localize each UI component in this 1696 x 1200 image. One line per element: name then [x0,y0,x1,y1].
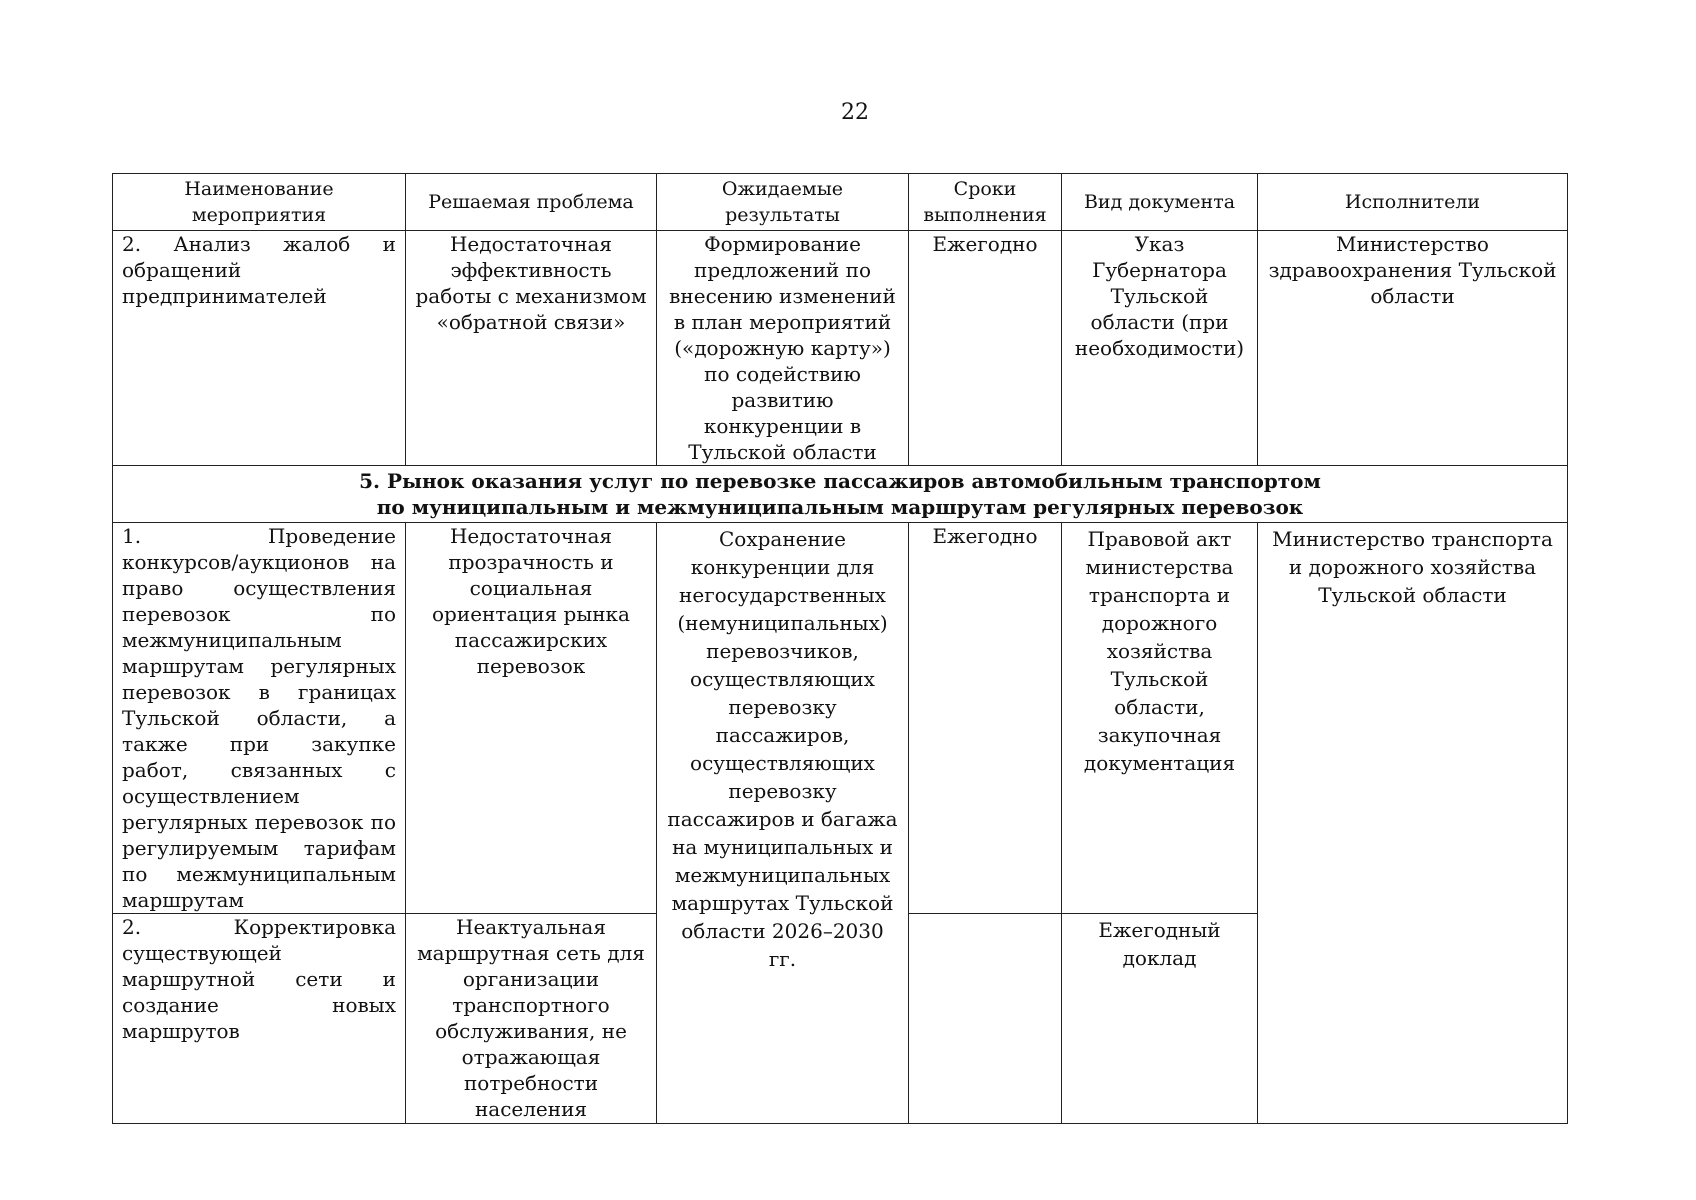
header-term: Сроки выполнения [909,174,1062,231]
header-measure: Наименование мероприятия [113,174,406,231]
table-row [113,231,1568,466]
cell-document: Ежегодный доклад [1062,914,1258,1124]
section-title-line-1: 5. Рынок оказания услуг по перевозке пассажиров автомобильным транспортом [359,469,1321,493]
cell-executor: Министерство здравоохранения Тульской области [1258,231,1568,466]
cell-term: Ежегодно [909,523,1062,914]
table-header-row [113,174,1568,231]
cell-problem: Недостаточная эффективность работы с механизмом «обратной связи» [406,231,657,466]
cell-result: Формирование предложений по внесению изменений в план мероприятий («дорожную карту») по содействию развитию конкуренции в Тульской области [657,231,909,466]
cell-executor: Министерство транспорта и дорожного хозяйства Тульской области [1258,523,1568,1124]
section-title-line-2: по муниципальным и межмуниципальным маршрутам регулярных перевозок [376,495,1304,519]
measures-table [112,173,1568,1124]
cell-measure: 2. Анализ жалоб и обращений предпринимателей [113,231,406,466]
cell-term [909,914,1062,1124]
header-problem: Решаемая проблема [406,174,657,231]
header-result: Ожидаемые результаты [657,174,909,231]
page-number: 22 [841,100,869,125]
cell-term: Ежегодно [909,231,1062,466]
cell-measure: 1. Проведение конкурсов/аукционов на право осуществления перевозок по межмуниципальным маршрутам регулярных перевозок в границах Тульской области, а также при закупке работ, связанных с осуществлением регулярных перевозок по регулируемым тарифам по межмуниципальным маршрутам [113,523,406,914]
cell-document: Правовой акт министерства транспорта и дорожного хозяйства Тульской области, закупочная документация [1062,523,1258,914]
section-row [113,466,1568,523]
cell-document: Указ Губернатора Тульской области (при необходимости) [1062,231,1258,466]
section-title [113,466,1568,523]
cell-problem: Недостаточная прозрачность и социальная ориентация рынка пассажирских перевозок [406,523,657,914]
cell-result: Сохранение конкуренции для негосударственных (немуниципальных) перевозчиков, осуществляющих перевозку пассажиров, осуществляющих перевозку пассажиров и багажа на муниципальных и межмуниципальных маршрутах Тульской области 2026–2030 гг. [657,523,909,1124]
header-document: Вид документа [1062,174,1258,231]
cell-measure: 2. Корректировка существующей маршрутной сети и создание новых маршрутов [113,914,406,1124]
cell-problem: Неактуальная маршрутная сеть для организации транспортного обслуживания, не отражающая потребности населения [406,914,657,1124]
table-row [113,523,1568,914]
header-executor: Исполнители [1258,174,1568,231]
